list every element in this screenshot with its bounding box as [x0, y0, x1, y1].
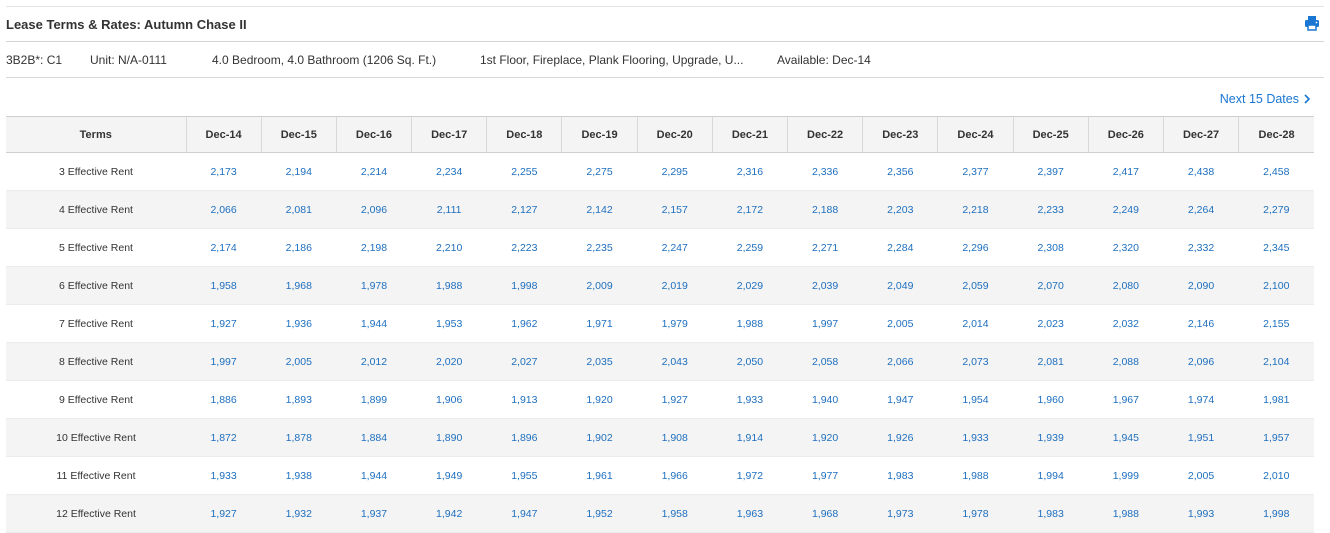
rent-value-cell[interactable]: 2,127 — [487, 191, 562, 229]
rent-value-cell[interactable]: 2,194 — [261, 153, 336, 191]
rent-value-cell[interactable]: 2,458 — [1239, 153, 1314, 191]
rent-value-cell[interactable]: 1,968 — [261, 267, 336, 305]
rent-value-cell[interactable]: 2,088 — [1088, 343, 1163, 381]
print-icon[interactable] — [1304, 15, 1320, 31]
table-row — [6, 305, 1314, 343]
rent-value-cell[interactable]: 2,049 — [863, 267, 938, 305]
rent-value-cell[interactable]: 2,081 — [1013, 343, 1088, 381]
rent-value-cell[interactable]: 1,906 — [412, 381, 487, 419]
term-label: 4 Effective Rent — [6, 191, 186, 229]
rent-value-cell[interactable]: 2,090 — [1163, 267, 1238, 305]
rent-value-cell[interactable]: 1,966 — [637, 457, 712, 495]
term-label: 7 Effective Rent — [6, 305, 186, 343]
rent-value-cell[interactable]: 1,942 — [412, 495, 487, 533]
rent-value-cell[interactable]: 2,058 — [788, 343, 863, 381]
rent-value-cell[interactable]: 2,233 — [1013, 191, 1088, 229]
rent-value-cell[interactable]: 2,081 — [261, 191, 336, 229]
header-date[interactable]: Dec-21 — [712, 117, 787, 153]
rent-value-cell[interactable]: 1,936 — [261, 305, 336, 343]
page-title: Lease Terms & Rates: Autumn Chase II — [6, 17, 247, 32]
panel-header — [6, 6, 1324, 42]
rent-value-cell[interactable]: 2,039 — [788, 267, 863, 305]
rent-value-cell[interactable]: 2,214 — [336, 153, 411, 191]
header-date[interactable]: Dec-22 — [788, 117, 863, 153]
rent-value-cell[interactable]: 2,249 — [1088, 191, 1163, 229]
rent-value-cell[interactable]: 2,332 — [1163, 229, 1238, 267]
rent-value-cell[interactable]: 1,933 — [938, 419, 1013, 457]
rent-value-cell[interactable]: 1,940 — [788, 381, 863, 419]
rent-value-cell[interactable]: 1,932 — [261, 495, 336, 533]
rent-value-cell[interactable]: 1,952 — [562, 495, 637, 533]
rent-value-cell[interactable]: 2,218 — [938, 191, 1013, 229]
rent-value-cell[interactable]: 2,009 — [562, 267, 637, 305]
rent-value-cell[interactable]: 2,073 — [938, 343, 1013, 381]
next-dates-link[interactable] — [1220, 92, 1311, 106]
rent-value-cell[interactable]: 2,223 — [487, 229, 562, 267]
rent-value-cell[interactable]: 2,210 — [412, 229, 487, 267]
rent-value-cell[interactable]: 1,920 — [788, 419, 863, 457]
table-row — [6, 419, 1314, 457]
rent-value-cell[interactable]: 2,096 — [1163, 343, 1238, 381]
rent-value-cell[interactable]: 2,020 — [412, 343, 487, 381]
rent-value-cell[interactable]: 1,886 — [186, 381, 261, 419]
rent-value-cell[interactable]: 1,961 — [562, 457, 637, 495]
rent-value-cell[interactable]: 1,896 — [487, 419, 562, 457]
rent-value-cell[interactable]: 2,275 — [562, 153, 637, 191]
rent-value-cell[interactable]: 2,012 — [336, 343, 411, 381]
rent-value-cell[interactable]: 1,958 — [637, 495, 712, 533]
rent-value-cell[interactable]: 1,971 — [562, 305, 637, 343]
rent-value-cell[interactable]: 2,050 — [712, 343, 787, 381]
table-row — [6, 381, 1314, 419]
term-label: 5 Effective Rent — [6, 229, 186, 267]
table-row — [6, 229, 1314, 267]
rent-value-cell[interactable]: 2,417 — [1088, 153, 1163, 191]
amenities-label: 1st Floor, Fireplace, Plank Flooring, Upgrade, U... — [480, 53, 744, 67]
rent-value-cell[interactable]: 1,978 — [938, 495, 1013, 533]
rent-value-cell[interactable]: 1,938 — [261, 457, 336, 495]
rent-value-cell[interactable]: 1,908 — [637, 419, 712, 457]
rent-value-cell[interactable]: 2,438 — [1163, 153, 1238, 191]
header-date[interactable]: Dec-27 — [1163, 117, 1238, 153]
rent-value-cell[interactable]: 2,080 — [1088, 267, 1163, 305]
rent-value-cell[interactable]: 1,960 — [1013, 381, 1088, 419]
rent-value-cell[interactable]: 2,235 — [562, 229, 637, 267]
rent-value-cell[interactable]: 1,988 — [412, 267, 487, 305]
rent-value-cell[interactable]: 2,019 — [637, 267, 712, 305]
rent-value-cell[interactable]: 1,951 — [1163, 419, 1238, 457]
rent-value-cell[interactable]: 1,937 — [336, 495, 411, 533]
term-label: 12 Effective Rent — [6, 495, 186, 533]
header-terms: Terms — [6, 117, 186, 153]
rent-value-cell[interactable]: 1,968 — [788, 495, 863, 533]
rent-value-cell[interactable]: 1,993 — [1163, 495, 1238, 533]
table-row — [6, 495, 1314, 533]
rent-value-cell[interactable]: 1,878 — [261, 419, 336, 457]
rent-value-cell[interactable]: 2,111 — [412, 191, 487, 229]
rent-value-cell[interactable]: 2,247 — [637, 229, 712, 267]
rent-value-cell[interactable]: 2,029 — [712, 267, 787, 305]
rent-value-cell[interactable]: 1,954 — [938, 381, 1013, 419]
rent-value-cell[interactable]: 2,174 — [186, 229, 261, 267]
term-label: 10 Effective Rent — [6, 419, 186, 457]
header-date[interactable]: Dec-19 — [562, 117, 637, 153]
rent-value-cell[interactable]: 2,023 — [1013, 305, 1088, 343]
rent-value-cell[interactable]: 2,271 — [788, 229, 863, 267]
rent-value-cell[interactable]: 2,059 — [938, 267, 1013, 305]
term-label: 3 Effective Rent — [6, 153, 186, 191]
rent-value-cell[interactable]: 1,927 — [637, 381, 712, 419]
rent-value-cell[interactable]: 2,377 — [938, 153, 1013, 191]
table-row — [6, 153, 1314, 191]
header-date[interactable]: Dec-17 — [412, 117, 487, 153]
rent-value-cell[interactable]: 2,172 — [712, 191, 787, 229]
rent-value-cell[interactable]: 1,955 — [487, 457, 562, 495]
rent-value-cell[interactable]: 1,939 — [1013, 419, 1088, 457]
rent-value-cell[interactable]: 1,893 — [261, 381, 336, 419]
rent-value-cell[interactable]: 2,014 — [938, 305, 1013, 343]
rent-value-cell[interactable]: 1,902 — [562, 419, 637, 457]
rent-value-cell[interactable]: 2,100 — [1239, 267, 1314, 305]
rent-value-cell[interactable]: 1,947 — [487, 495, 562, 533]
rent-value-cell[interactable]: 2,296 — [938, 229, 1013, 267]
rent-value-cell[interactable]: 1,944 — [336, 457, 411, 495]
table-row — [6, 343, 1314, 381]
header-date[interactable]: Dec-18 — [487, 117, 562, 153]
rent-value-cell[interactable]: 1,933 — [712, 381, 787, 419]
chevron-right-icon — [1303, 94, 1311, 104]
unit-info-bar — [6, 42, 1324, 78]
rent-value-cell[interactable]: 2,027 — [487, 343, 562, 381]
table-row — [6, 191, 1314, 229]
rent-value-cell[interactable]: 1,949 — [412, 457, 487, 495]
rent-value-cell[interactable]: 2,005 — [863, 305, 938, 343]
rent-value-cell[interactable]: 1,983 — [1013, 495, 1088, 533]
rent-value-cell[interactable]: 2,234 — [412, 153, 487, 191]
rent-value-cell[interactable]: 1,914 — [712, 419, 787, 457]
rent-value-cell[interactable]: 1,998 — [487, 267, 562, 305]
rent-value-cell[interactable]: 2,035 — [562, 343, 637, 381]
rent-value-cell[interactable]: 1,962 — [487, 305, 562, 343]
rent-value-cell[interactable]: 2,188 — [788, 191, 863, 229]
availability-label: Available: Dec-14 — [777, 53, 871, 67]
rent-value-cell[interactable]: 2,397 — [1013, 153, 1088, 191]
rent-value-cell[interactable]: 1,913 — [487, 381, 562, 419]
rent-value-cell[interactable]: 1,983 — [863, 457, 938, 495]
header-date[interactable]: Dec-26 — [1088, 117, 1163, 153]
rent-value-cell[interactable]: 2,316 — [712, 153, 787, 191]
table-header-row — [6, 117, 1314, 153]
rent-value-cell[interactable]: 1,998 — [1239, 495, 1314, 533]
rent-value-cell[interactable]: 1,958 — [186, 267, 261, 305]
rent-value-cell[interactable]: 2,070 — [1013, 267, 1088, 305]
header-date[interactable]: Dec-24 — [938, 117, 1013, 153]
rent-value-cell[interactable]: 1,927 — [186, 495, 261, 533]
term-label: 9 Effective Rent — [6, 381, 186, 419]
rent-value-cell[interactable]: 1,926 — [863, 419, 938, 457]
rent-value-cell[interactable]: 1,999 — [1088, 457, 1163, 495]
rent-value-cell[interactable]: 2,146 — [1163, 305, 1238, 343]
rent-value-cell[interactable]: 1,994 — [1013, 457, 1088, 495]
header-date[interactable]: Dec-23 — [863, 117, 938, 153]
rent-value-cell[interactable]: 2,066 — [863, 343, 938, 381]
rent-value-cell[interactable]: 1,945 — [1088, 419, 1163, 457]
rent-value-cell[interactable]: 1,997 — [788, 305, 863, 343]
rent-value-cell[interactable]: 1,899 — [336, 381, 411, 419]
rent-value-cell[interactable]: 1,884 — [336, 419, 411, 457]
term-label: 6 Effective Rent — [6, 267, 186, 305]
rent-value-cell[interactable]: 2,320 — [1088, 229, 1163, 267]
rent-value-cell[interactable]: 1,997 — [186, 343, 261, 381]
rent-value-cell[interactable]: 1,979 — [637, 305, 712, 343]
rent-value-cell[interactable]: 1,978 — [336, 267, 411, 305]
rent-value-cell[interactable]: 2,157 — [637, 191, 712, 229]
lease-rates-table — [6, 116, 1314, 533]
rent-value-cell[interactable]: 2,308 — [1013, 229, 1088, 267]
rent-value-cell[interactable]: 1,920 — [562, 381, 637, 419]
table-row — [6, 267, 1314, 305]
rent-value-cell[interactable]: 1,890 — [412, 419, 487, 457]
rent-value-cell[interactable]: 2,142 — [562, 191, 637, 229]
rent-value-cell[interactable]: 1,947 — [863, 381, 938, 419]
rent-value-cell[interactable]: 2,010 — [1239, 457, 1314, 495]
rent-value-cell[interactable]: 1,981 — [1239, 381, 1314, 419]
rent-value-cell[interactable]: 2,043 — [637, 343, 712, 381]
rent-value-cell[interactable]: 1,977 — [788, 457, 863, 495]
rent-value-cell[interactable]: 2,295 — [637, 153, 712, 191]
rent-value-cell[interactable]: 1,988 — [1088, 495, 1163, 533]
rent-value-cell[interactable]: 2,336 — [788, 153, 863, 191]
floorplan-label: 3B2B*: C1 — [6, 53, 63, 67]
header-date[interactable]: Dec-28 — [1239, 117, 1314, 153]
rent-value-cell[interactable]: 2,096 — [336, 191, 411, 229]
rent-value-cell[interactable]: 1,974 — [1163, 381, 1238, 419]
rent-value-cell[interactable]: 2,005 — [1163, 457, 1238, 495]
unit-size-label: 4.0 Bedroom, 4.0 Bathroom (1206 Sq. Ft.) — [212, 53, 437, 67]
rent-value-cell[interactable]: 1,972 — [712, 457, 787, 495]
rent-value-cell[interactable]: 2,279 — [1239, 191, 1314, 229]
term-label: 8 Effective Rent — [6, 343, 186, 381]
header-date[interactable]: Dec-14 — [186, 117, 261, 153]
rent-value-cell[interactable]: 2,345 — [1239, 229, 1314, 267]
rent-value-cell[interactable]: 1,967 — [1088, 381, 1163, 419]
rent-value-cell[interactable]: 1,957 — [1239, 419, 1314, 457]
rent-value-cell[interactable]: 2,259 — [712, 229, 787, 267]
rent-value-cell[interactable]: 2,356 — [863, 153, 938, 191]
rent-value-cell[interactable]: 1,988 — [712, 305, 787, 343]
rent-value-cell[interactable]: 1,953 — [412, 305, 487, 343]
rent-value-cell[interactable]: 2,173 — [186, 153, 261, 191]
rent-value-cell[interactable]: 2,005 — [261, 343, 336, 381]
rent-value-cell[interactable]: 2,186 — [261, 229, 336, 267]
next-dates-label: Next 15 Dates — [1219, 92, 1299, 106]
rent-value-cell[interactable]: 1,927 — [186, 305, 261, 343]
term-label: 11 Effective Rent — [6, 457, 186, 495]
rent-value-cell[interactable]: 1,973 — [863, 495, 938, 533]
rent-value-cell[interactable]: 2,203 — [863, 191, 938, 229]
unit-label: Unit: N/A-0111 — [90, 53, 167, 67]
table-row — [6, 457, 1314, 495]
header-date[interactable]: Dec-16 — [336, 117, 411, 153]
rent-value-cell[interactable]: 1,963 — [712, 495, 787, 533]
rent-value-cell[interactable]: 1,988 — [938, 457, 1013, 495]
rent-value-cell[interactable]: 2,066 — [186, 191, 261, 229]
rent-value-cell[interactable]: 1,944 — [336, 305, 411, 343]
rent-value-cell[interactable]: 2,264 — [1163, 191, 1238, 229]
header-date[interactable]: Dec-15 — [261, 117, 336, 153]
rent-value-cell[interactable]: 2,198 — [336, 229, 411, 267]
rent-value-cell[interactable]: 2,155 — [1239, 305, 1314, 343]
rent-value-cell[interactable]: 1,872 — [186, 419, 261, 457]
rent-value-cell[interactable]: 1,933 — [186, 457, 261, 495]
header-date[interactable]: Dec-25 — [1013, 117, 1088, 153]
rent-value-cell[interactable]: 2,104 — [1239, 343, 1314, 381]
rent-value-cell[interactable]: 2,032 — [1088, 305, 1163, 343]
rent-value-cell[interactable]: 2,255 — [487, 153, 562, 191]
header-date[interactable]: Dec-20 — [637, 117, 712, 153]
rent-value-cell[interactable]: 2,284 — [863, 229, 938, 267]
